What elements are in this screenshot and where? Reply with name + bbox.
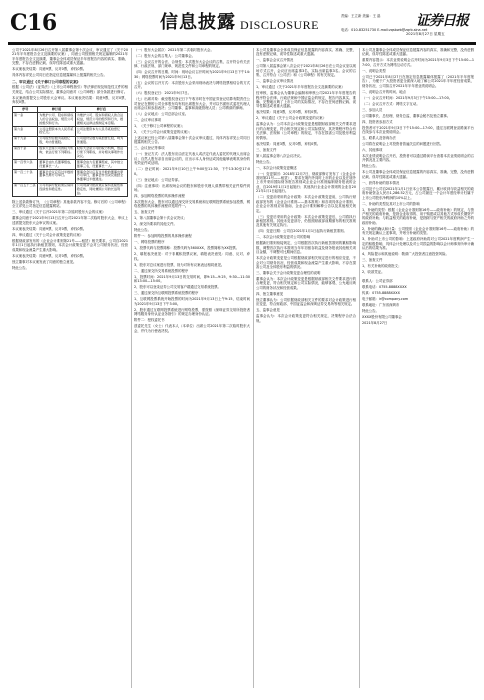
paragraph: 六、其他事项	[362, 148, 383, 153]
paragraph: 特此公告。	[256, 159, 273, 164]
column-1-body	[12, 85, 128, 104]
paragraph: 三、审议通过《关于召开2021年第二次临时股东大会的议案》	[12, 210, 106, 215]
masthead	[8, 8, 476, 44]
table-cell: 公司股份总数为贰拾亿股，均为普通股。	[38, 136, 76, 146]
paragraph: 1、第八届董事会第十次会议决议；	[134, 216, 188, 221]
table-row	[13, 183, 128, 197]
paragraph: 本公司及董事会全体成员保证信息披露的内容真实、准确、完整，没有虚假记载、误导性陈述或重大遗漏。	[362, 170, 474, 179]
paragraph: 一、本次会计政策变更概述	[256, 165, 297, 170]
paragraph: 2、股东通过互联网投票系统进行网络投票，需按照《深圳证券交易所投资者网络服务身份认证业务指引》的规定办理身份认证。	[134, 307, 250, 317]
paragraph: 公司及子公司自2021年1月1日至本公告披露日，累计收到与收益相关的政府补助资金人民币1,286.52万元，占公司最近一个会计年度经审计归属于上市公司股东净利润的10%以上。	[362, 186, 474, 200]
paragraph: （一）会议召开时间：2021年9月3日下午15:00—17:00。	[362, 95, 453, 100]
paragraph: 联系电话：0755-8888XXXX	[362, 284, 407, 289]
table-cell: 公司利润分配政策应保持连续性和稳定性，同时兼顾公司的长远利益。	[75, 183, 127, 197]
paragraph: 独立董事认为：公司依据财政部相关文件的要求对会计政策进行相应变更，符合财政部、中国证监会和深圳证券交易所等相关规定。	[256, 297, 356, 307]
table-row	[13, 136, 128, 146]
paragraph: 本次业绩说明会召开后，投资者可以通过路演平台查看本次业绩说明会的召开情况及主要内容。	[362, 154, 474, 163]
paragraph: 联系人：公司证券部	[362, 278, 393, 283]
paragraph: 公司董事长、总经理、财务总监、董事会秘书及独立董事。	[362, 113, 451, 118]
table-cell: 公司利润分配政策应保持连续性和稳定性。	[38, 183, 76, 197]
paragraph: 重要内容提示：本次业绩说明会召开时间为2021年9月3日下午15:00—17:00，召开方式为网络互动方式。	[362, 58, 474, 67]
table-row	[13, 113, 128, 127]
paragraph: 2、股东可以登录证券公司交易客户端通过交易系统投票。	[134, 285, 221, 290]
column-4-body	[362, 48, 474, 275]
paragraph: 附件一：参加网络投票的具体操作流程	[134, 234, 192, 239]
contact-line: 电话：010-83251730 E-mail:zqsbwb@zqrb.sina.net	[341, 28, 428, 32]
paragraph: 特此公告。	[362, 164, 379, 169]
paragraph: 根据新旧准则衔接规定，公司根据首次执行新租赁准则的累积影响数，调整首次执行本准则当年年初留存收益及财务报表其他相关项目金额，不调整可比期间信息。	[256, 241, 356, 255]
paragraph: 2、收款凭证。	[362, 270, 385, 275]
table-row	[13, 146, 128, 160]
table-header-cell: 修订前	[38, 107, 76, 113]
paragraph: 1、投票时间：2021年9月13日的交易时间，即9:15—9:25，9:30—11:30和13:00—15:00。	[134, 274, 250, 284]
column-divider	[253, 48, 254, 688]
paragraph: 1、有关补助的政府批文；	[362, 264, 402, 269]
paragraph: 表决结果：同意3票，反对0票，弃权0票。	[256, 110, 321, 115]
table-cell: 为维护公司、股东和债权人的合法权益，规范公司的组织和行为，根据相关法律法规制定本章程。	[75, 113, 127, 127]
paragraph: （三）会议召开的合法、合规性：本次股东大会会议的召集、召开符合有关法律、行政法规、部门规章、规范性文件和公司章程的规定。	[134, 60, 250, 69]
paragraph: 投资者可于2021年9月3日下午15:00—17:00，通过互联网登录路演平台在线参与本次业绩说明会。	[362, 125, 474, 135]
paragraph: 3、股东对总议案进行投票，视为对所有议案表达相同意见。	[134, 262, 225, 267]
section-title: 信息披露	[160, 12, 236, 33]
column-2	[134, 48, 250, 688]
table-header-cell: 序号	[13, 107, 38, 113]
paragraph: 2、审议通过《关于公司会计政策变更的议案》	[256, 116, 326, 121]
paragraph: 五、备查文件	[134, 210, 155, 215]
paragraph: （一）变更原因：2018年12月7日，财政部修订发布了《企业会计准则第21号——租赁》，要求在境内外同时上市的企业以及在境外上市并采用国际财务报告准则或企业会计准则编制财务报表的企业，自2019年1月1日起施行；其他执行企业会计准则的企业自2021年1月1日起施行。	[256, 171, 356, 194]
paragraph: （二）会议召开方式：网络文字互动。	[362, 101, 420, 106]
paragraph: 一、监事会会议召开情况	[256, 58, 294, 63]
column-divider	[359, 48, 360, 688]
paragraph: （二）登记时间：2021年9月10日上午9:00至11:30，下午13:30至17:00。	[134, 167, 250, 176]
table-cell: 董事会会议应有过半数的董事出席方可举行，董事会作出决议须经全体董事过半数通过。	[75, 169, 127, 183]
table-cell: 第四十条	[13, 146, 38, 160]
table-cell: 股东大会是公司的权力机构，依法行使下列职权，并对相关事项作出决议。	[75, 146, 127, 160]
paragraph: 1、审议通过《关于2021年半年度报告全文及摘要的议案》	[256, 85, 345, 90]
header-rule	[8, 44, 476, 45]
page-number: C16	[10, 10, 57, 36]
paragraph: （六）股权登记日：2021年9月7日。	[134, 91, 192, 96]
paragraph: 二、监事会会议审议情况	[256, 79, 294, 84]
section-heading: 二、审议通过《关于修订公司章程的议案》	[12, 79, 81, 84]
column-1-intro	[12, 48, 128, 78]
paragraph: 本次会计政策变更是公司根据财政部相关规定进行的相应变更，不会对公司财务状况、经营成果和现金流量产生重大影响，不存在损害公司及全体股东利益的情况。	[256, 256, 356, 269]
paragraph: 根据财政部发布的《企业会计准则第21号——租赁》相关要求，公司自2021年1月1日起执行新租赁准则，本次会计政策变更不会对公司财务状况、经营成果和现金流量产生重大影响。	[12, 238, 128, 252]
paragraph: 特此公告。	[12, 265, 29, 270]
paragraph: （二）变更前采用的会计政策：本次会计政策变更前，公司执行财政部发布的《企业会计准则——基本准则》和各项具体会计准则、企业会计准则应用指南、企业会计准则解释公告以及其他相关规定。	[256, 195, 356, 213]
paragraph: 1、《关于修订公司章程的议案》；	[134, 124, 186, 129]
paragraph: 4、风险提示和其他说明：敬请广大投资者注意投资风险。	[362, 252, 449, 257]
paragraph: 3、补助对上市公司的影响：上述政府补助将对公司2021年度利润产生一定的积极影响，具体会计处理以及对公司损益的影响以会计师事务所审计确认后的结果为准。	[362, 237, 474, 251]
paragraph: 三、备查文件	[362, 258, 383, 263]
paragraph: 2、填报表决意见：对于非累积投票议案，填报表决意见：同意、反对、弃权。	[134, 252, 250, 261]
paragraph: （一）登记方式：法人股东应由法定代表人或法定代表人委托的代理人出席会议；自然人股东亲自出席会议的，应出示本人身份证或其他能够表明其身份的有效证件或证明。	[134, 152, 250, 166]
table-cell: 第六条	[13, 127, 38, 137]
paragraph: （三）变更后采用的会计政策：本次会计政策变更后，公司将执行新租赁准则。其他未变更部分，仍按照财政部前期颁布的相关准则及其他有关规定执行。	[256, 214, 356, 228]
paragraph: XXXX股份有限公司董事会	[362, 314, 402, 319]
column-1-tail	[12, 200, 128, 270]
paragraph: 监事会认为：公司本次会计政策变更是根据财政部相关文件要求进行的合理变更，符合相关规定和公司实际情况，其决策程序符合有关法律、法规和《公司章程》的规定，不存在损害公司及股东利益的情形。	[256, 122, 356, 140]
table-row	[13, 169, 128, 183]
paragraph: 一、网络投票的程序	[134, 240, 165, 245]
table-row	[13, 127, 128, 137]
paragraph: 董事会同意于2021年9月13日召开公司2021年第二次临时股东大会，审议上述需提交股东大会审议的议案。	[12, 216, 128, 225]
table-cell: 第一条	[13, 113, 38, 127]
paragraph: 本议案表决结果：同意9票，反对0票，弃权0票。	[12, 226, 87, 231]
paragraph: 2、深交所要求的其他文件。	[134, 222, 177, 227]
paragraph: 一、说明会类型	[362, 68, 386, 73]
paragraph: 四、独立董事意见	[256, 291, 284, 296]
paragraph: 三、会议登记等事项	[134, 146, 165, 151]
column-1	[12, 48, 128, 688]
column-divider	[131, 48, 132, 688]
paragraph: 经审核，监事会认为董事会编制和审核公司2021年半年度报告的程序符合法律、行政法规和中国证监会的规定，报告内容真实、准确、完整地反映了上市公司的实际情况，不存在任何虚假记载、误导性陈述或者重大遗漏。	[256, 91, 356, 109]
paragraph: 特此公告。	[134, 228, 151, 233]
paragraph: 监事会认为：本次会计政策变更符合相关规定，决策程序合法合规。	[256, 314, 356, 323]
paragraph: 第八届监事会第八次会议决议。	[256, 153, 304, 158]
table-header-cell: 修订后	[75, 107, 127, 113]
paragraph: 公司于2021年8月26日召开第八届董事会第十次会议，审议通过了《关于2021年半年度报告全文及摘要的议案》，同意公司按照相关规定编制的2021年半年度报告全文及摘要，董事会全体成员保证半年度报告内容的真实、准确、完整，不存在虚假记载、误导性陈述或重大遗漏。	[12, 48, 128, 66]
table-cell: 为维护公司、股东和债权人的合法权益，规范公司的组织和行为。	[39, 113, 74, 125]
column-3	[256, 48, 356, 688]
paragraph: 三、董事会关于会计政策变更合理性的说明	[256, 270, 321, 275]
paragraph: 具体内容详见公司同日在指定信息披露媒体上披露的相关公告。	[12, 73, 107, 78]
table-cell: 第一百五十二条	[13, 183, 38, 197]
signature-block	[362, 309, 474, 325]
paragraph: （三）登记地点：公司证券部。	[134, 177, 182, 182]
paragraph: 2、补助的确认和计量：公司按照《企业会计准则第16号——政府补助》的有关规定确认上述事项，并划分补助的类型。	[362, 226, 474, 236]
paragraph: （一）股东大会届次：2021年第二次临时股东大会。	[134, 48, 214, 52]
paragraph: 二、本次会计政策变更对公司的影响	[256, 235, 311, 240]
paragraph: （四）会议召开的日期、时间：现场会议召开时间为2021年9月13日下午14:30；网络投票时间为2021年9月13日。	[134, 70, 250, 79]
editor-credits: 责编：王立新 美编：王 晶	[341, 14, 381, 18]
paragraph: 本议案表决结果：同意9票，反对0票，弃权0票。	[12, 67, 87, 72]
paragraph: 五、监事会意见	[256, 308, 280, 313]
paragraph: 四、审议通过《关于公司会计政策变更的议案》	[12, 232, 84, 237]
section-subtitle: DISCLOSURE	[240, 18, 320, 32]
table-cell: 公司注册资本为人民币贰拾亿元。	[39, 126, 74, 135]
paragraph: 本议案尚需提交公司股东大会审议。本议案表决结果：同意9票，反对0票，弃权0票。	[12, 95, 128, 105]
column-2-body	[134, 48, 250, 333]
paragraph: 表决结果：同意3票，反对0票，弃权0票。	[256, 141, 321, 146]
paragraph: 二、通过深交所交易系统投票的程序	[134, 268, 189, 273]
paragraph: 二、说明会召开的时间、地点	[362, 89, 407, 94]
paragraph: 公司已于2021年8月27日在指定信息披露媒体披露了《2021年半年度报告》，为便于广大投资者更全面深入地了解公司2021年半年度经营成果、财务状况，公司拟召开2021年半年度业绩说明会。	[362, 74, 474, 88]
issue-date: 2021年8月27日 星期五	[406, 32, 445, 36]
paragraph: 上述议案已经公司第八届董事会第十次会议审议通过，具体内容详见公司同日披露的相关公告。	[134, 136, 250, 145]
paragraph: 1、互联网投票系统开始投票的时间为2021年9月13日上午9:15，结束时间为2021年9月13日下午3:00。	[134, 297, 250, 306]
paragraph: 三、备查文件	[256, 147, 277, 152]
table-cell: 董事会由九名董事组成，设董事长一人。	[39, 159, 74, 168]
paragraph: 公司将在说明会上对投资者普遍关注的问题进行回答。	[362, 142, 444, 147]
paragraph: 一、获得补助的基本情况	[362, 180, 400, 185]
paragraph: 四、投资者参加方式	[362, 119, 393, 124]
table-cell: 公司注册资本为人民币贰拾壹亿元。	[75, 127, 127, 137]
paragraph: 附件二：授权委托书	[134, 318, 165, 323]
table-cell: 第一百零六条	[13, 160, 38, 170]
paragraph: 二、补助的类型及其对上市公司的影响	[362, 201, 420, 206]
paragraph: （四）注意事项：出席现场会议的股东和股东代理人请携带相关证件原件到场。	[134, 183, 250, 193]
amendment-table	[12, 106, 128, 197]
table-cell: 董事会会议应有过半数的董事出席方可举行。	[38, 169, 76, 183]
paragraph: 四、参加网络投票的具体操作流程	[134, 194, 185, 199]
table-cell: 公司股份总数为贰拾壹亿股，均为普通股。	[75, 136, 127, 146]
column-3-body	[256, 48, 356, 323]
table-row	[13, 160, 128, 170]
paragraph: 联系地址：广东省深圳市	[362, 302, 400, 307]
contact-block	[362, 279, 474, 307]
paragraph: 特此公告。	[362, 308, 379, 313]
paragraph: （二）股东大会的召集人：公司董事会。	[134, 54, 196, 58]
paragraph: 独立董事对本议案发表了同意的独立意见。	[12, 259, 77, 264]
table-cell: 股东大会是公司的权力机构，依法行使下列职权。	[38, 146, 76, 160]
paragraph: （四）变更日期：公司自2021年1月1日起执行新租赁准则。	[256, 229, 347, 234]
paragraph: （八）会议地点：公司总部会议室。	[134, 112, 189, 117]
paragraph: 兹委托先生（女士）代表本人（本单位）出席公司2021年第二次临时股东大会，并代为行使表决权。	[134, 324, 250, 333]
table-cell: 董事会由九名董事组成，其中独立董事三名，设董事长一人。	[75, 160, 127, 170]
paragraph: 三、参加人员	[362, 107, 383, 112]
table-cell: 第一百二十条	[13, 169, 38, 183]
paragraph: 本公司及董事会全体成员保证信息披露内容的真实、准确和完整，没有虚假记载、误导性陈述或重大遗漏。	[362, 48, 474, 57]
newspaper-logo: 证券日报	[416, 13, 468, 29]
paragraph: 本次股东大会，股东可以通过深交所交易系统和互联网投票系统参加投票，网络投票的具体操作流程详见附件一。	[134, 200, 250, 209]
paragraph: 三、通过深交所互联网投票系统投票的程序	[134, 291, 199, 296]
column-4	[362, 48, 474, 688]
paragraph: 本议案表决结果：同意9票，反对0票，弃权0票。	[12, 253, 87, 258]
paragraph: 根据《公司法》《证券法》《上市公司章程指引》等法律法规及规范性文件的相关规定，结合公司实际情况，董事会同意对《公司章程》部分条款进行修订。	[12, 85, 128, 94]
paragraph: 电子邮箱：ir@company.com	[362, 296, 409, 301]
paragraph: 除上述条款修订外，《公司章程》其他条款内容不变。修订后的《公司章程》全文详见公司指定信息披露网站。	[12, 200, 128, 209]
paragraph: 本公司及董事会全体成员保证信息披露的内容真实、准确、完整，没有虚假记载、误导性陈述或重大遗漏。	[256, 48, 356, 57]
paragraph: 2、《关于公司会计政策变更的议案》；	[134, 130, 193, 135]
paragraph: 传真：0755-8888XXXX	[362, 290, 400, 295]
paragraph: （七）出席对象：截至股权登记日下午收市时在中国证券登记结算有限责任公司登记在册的公司全体股东均有权出席股东大会，并可以书面形式委托代理人出席会议和参加表决；公司董事、监事和高级管理人员；公司聘请的律师。	[134, 97, 250, 111]
paragraph: 公司第八届监事会第八次会议于2021年8月26日在公司会议室以现场方式召开，会议应出席监事3名，实际出席监事3名。会议的召集、召开符合《公司法》和《公司章程》的有关规定。	[256, 64, 356, 78]
paragraph: 董事会认为：本次会计政策变更是根据财政部相关文件要求进行的合理变更，符合相关规定和公司实际情况，能够客观、公允地反映公司的财务状况和经营成果。	[256, 276, 356, 290]
table-cell: 第十九条	[13, 136, 38, 146]
paragraph: 1、补助的类型：根据《企业会计准则第16号——政府补助》的规定，与资产相关的政府补助，是指企业取得的、用于购建或以其他方式形成长期资产的政府补助；与收益相关的政府补助，是指除与资产相关的政府补助之外的政府补助。	[362, 207, 474, 225]
paragraph: 二、会议审议事项	[134, 118, 162, 123]
paragraph: 五、联系人及咨询办法	[362, 136, 396, 141]
paragraph: （五）会议的召开方式：本次股东大会采用现场表决与网络投票相结合的方式召开。	[134, 80, 250, 90]
paragraph: 1、投票代码与投票简称：投票代码为360XXX，投票简称为XX投票。	[134, 246, 240, 251]
paragraph: 2021年8月27日	[362, 320, 388, 325]
